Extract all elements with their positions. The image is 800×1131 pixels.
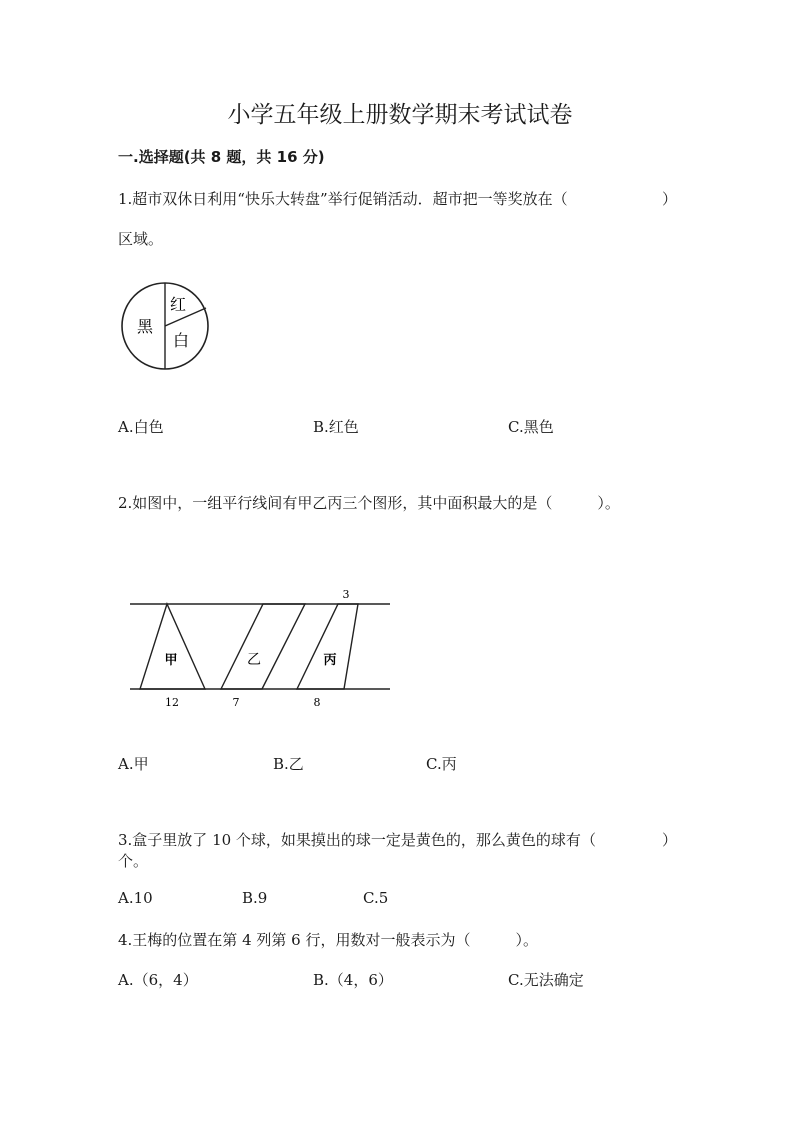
wheel-label-black: 黑 xyxy=(136,317,154,336)
section-heading: 一.选择题(共 8 题，共 16 分) xyxy=(118,148,325,166)
q1-option-c: C.黑色 xyxy=(508,418,554,436)
q4-text: 4.王梅的位置在第 4 列第 6 行，用数对一般表示为（ ）。 xyxy=(118,931,538,949)
trapezoid-bing xyxy=(297,604,358,689)
q3-text-line2: 个。 xyxy=(118,852,149,870)
q4-option-c: C.无法确定 xyxy=(508,971,584,989)
dimension-label-12: 12 xyxy=(165,696,179,709)
q2-option-b: B.乙 xyxy=(273,755,304,773)
dimension-label-7: 7 xyxy=(232,696,240,709)
q1-option-b: B.红色 xyxy=(313,418,359,436)
q4-option-b: B.（4，6） xyxy=(313,971,393,989)
dimension-label-8: 8 xyxy=(313,696,321,709)
q1-wheel-figure xyxy=(120,280,212,372)
triangle-jia xyxy=(140,604,205,689)
shape-label-bing: 丙 xyxy=(323,653,337,668)
q1-text-line1: 1.超市双休日利用“快乐大转盘”举行促销活动．超市把一等奖放在（ xyxy=(118,190,568,208)
shape-label-jia: 甲 xyxy=(164,653,178,668)
q3-option-b: B.9 xyxy=(242,889,268,907)
wheel-label-white: 白 xyxy=(172,331,190,350)
parallelogram-yi xyxy=(221,604,305,689)
q1-paren-close: ） xyxy=(662,190,678,208)
q2-option-a: A.甲 xyxy=(118,755,149,773)
dimension-label-3: 3 xyxy=(342,588,350,601)
wheel-label-red: 红 xyxy=(169,295,187,314)
q4-option-a: A.（6，4） xyxy=(118,971,198,989)
q3-option-a: A.10 xyxy=(118,889,153,907)
page-title: 小学五年级上册数学期末考试试卷 xyxy=(227,102,573,128)
q3-paren-close: ） xyxy=(662,831,678,849)
q3-option-c: C.5 xyxy=(363,889,389,907)
q1-option-a: A.白色 xyxy=(118,418,164,436)
q1-text-line2: 区域。 xyxy=(118,230,164,248)
q3-text-line1: 3.盒子里放了 10 个球，如果摸出的球一定是黄色的，那么黄色的球有（ xyxy=(118,831,596,849)
q2-text: 2.如图中，一组平行线间有甲乙丙三个图形，其中面积最大的是（ ）。 xyxy=(118,494,620,512)
q2-option-c: C.丙 xyxy=(426,755,457,773)
shape-label-yi: 乙 xyxy=(247,652,261,668)
q2-parallel-figure xyxy=(130,588,392,710)
